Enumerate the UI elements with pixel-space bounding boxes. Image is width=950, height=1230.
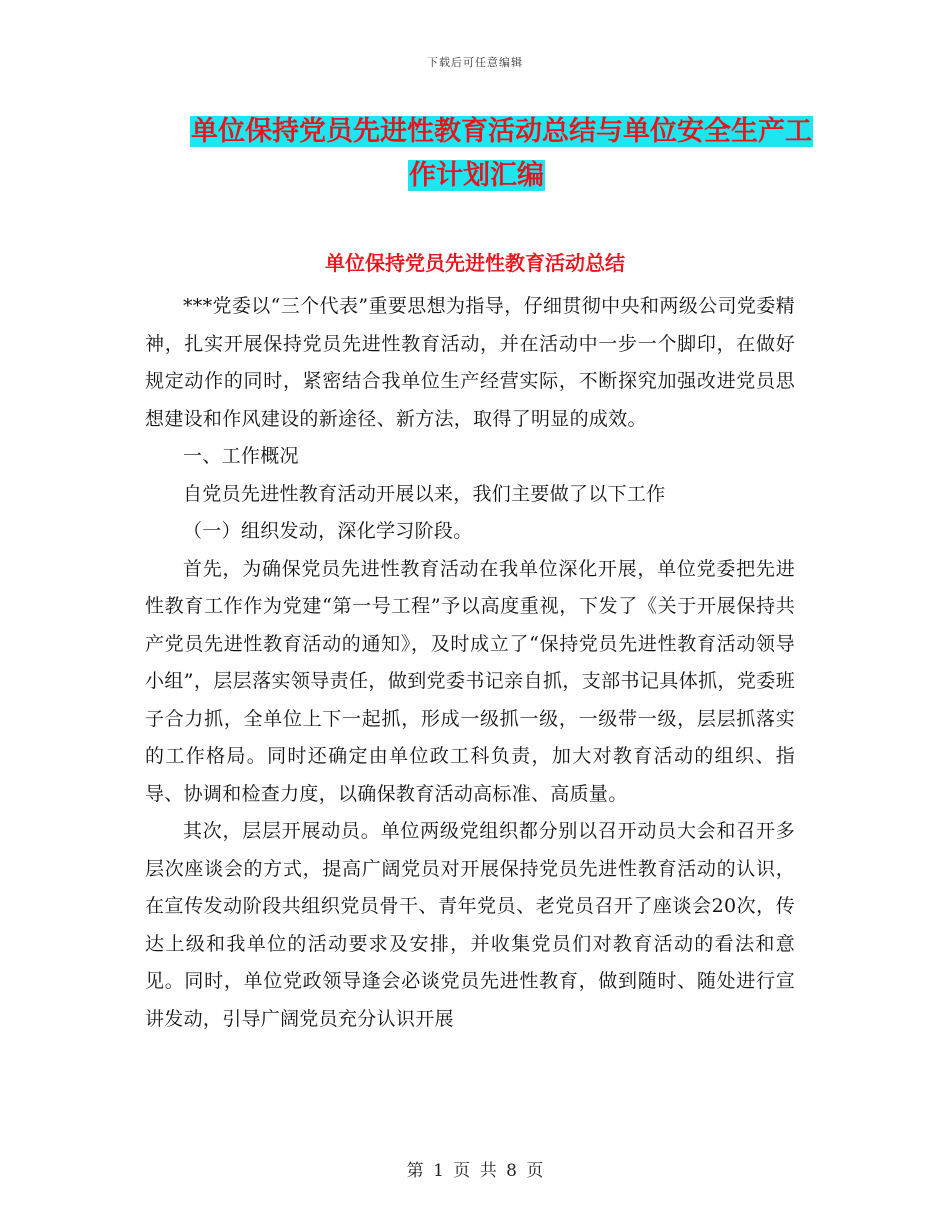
body-text xyxy=(145,288,795,1038)
heading-work-overview: 一、工作概况 xyxy=(183,445,299,467)
title-line-2-text: 作计划汇编 xyxy=(409,160,544,191)
section-title: 单位保持党员先进性教育活动总结 xyxy=(325,251,625,275)
paragraph-second: 其次，层层开展动员。单位两级党组织都分别以召开动员大会和召开多层次座谈会的方式，提高广阔党员对开展保持党员先进性教育活动的认识，在宣传发动阶段共组织党员骨干、青年党员、老党员召开了座谈会20次，传达上级和我单位的活动要求及安排，并收集党员们对教育活动的看法和意见。同时，单位党政领导逢会必谈党员先进性教育，做到随时、随处进行宣讲发动，引导广阔党员充分认识开展 xyxy=(145,820,795,1030)
paragraph-summary: 自党员先进性教育活动开展以来，我们主要做了以下工作 xyxy=(183,482,666,505)
title-line-1 xyxy=(190,110,810,154)
title-line-1-text: 单位保持党员先进性教育活动总结与单位安全生产工 xyxy=(191,116,812,147)
title-line-2 xyxy=(190,154,810,198)
page-footer: 第 1 页 共 8 页 xyxy=(406,1161,544,1181)
document-title xyxy=(190,110,810,198)
paragraph-first: 首先，为确保党员先进性教育活动在我单位深化开展，单位党委把先进性教育工作作为党建“第一号工程”予以高度重视，下发了《关于开展保持共产党员先进性教育活动的通知》，及时成立了“保持党员先进性教育活动领导小组”，层层落实领导责任，做到党委书记亲自抓，支部书记具体抓，党委班子合力抓，全单位上下一起抓，形成一级抓一级，一级带一级，层层抓落实的工作格局。同时还确定由单位政工科负责，加大对教育活动的组织、指导、协调和检查力度，以确保教育活动高标准、高质量。 xyxy=(145,557,795,805)
paragraph-intro: ***党委以“三个代表”重要思想为指导，仔细贯彻中央和两级公司党委精神，扎实开展保持党员先进性教育活动，并在活动中一步一个脚印，在做好规定动作的同时，紧密结合我单位生产经营实际，不断探究加强改进党员思想建设和作风建设的新途径、新方法，取得了明显的成效。 xyxy=(145,295,795,430)
header-note: 下载后可任意编辑 xyxy=(427,56,523,69)
subheading-stage-one: （一）组织发动，深化学习阶段。 xyxy=(183,520,473,542)
